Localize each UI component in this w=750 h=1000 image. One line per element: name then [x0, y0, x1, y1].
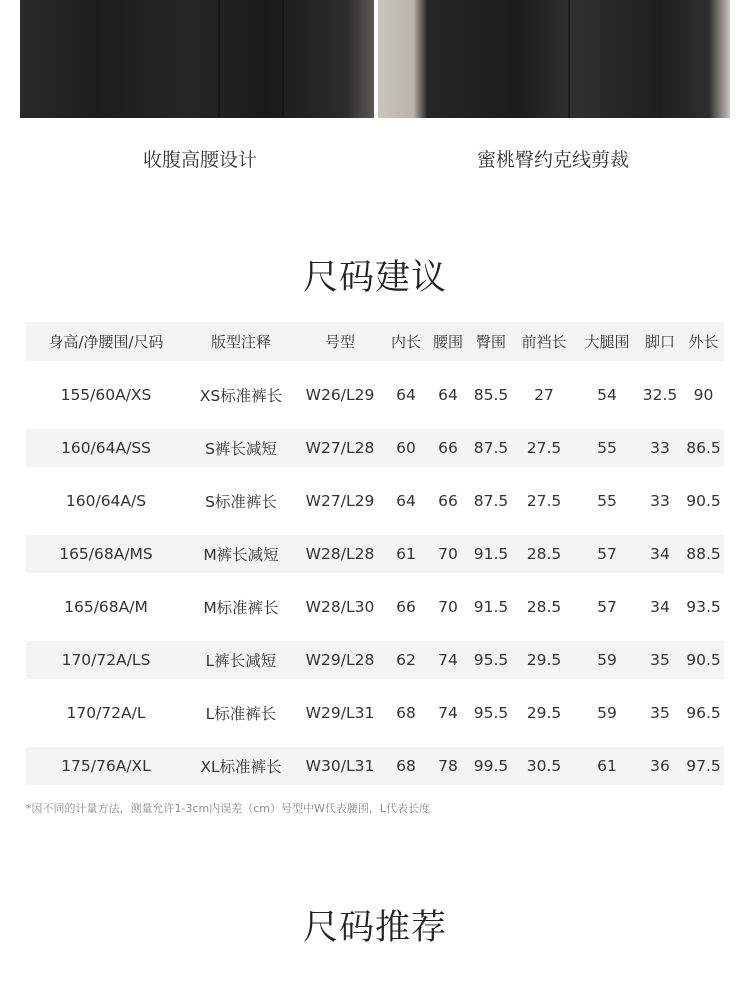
- table-cell: 27.5: [526, 439, 562, 457]
- table-cell: 29.5: [526, 704, 562, 722]
- table-cell: 85.5: [473, 386, 509, 404]
- size-table-body: [26, 376, 724, 800]
- header-cell: 臀围: [475, 333, 506, 351]
- table-cell: 74: [438, 704, 458, 722]
- header-cell: 号型: [324, 333, 355, 351]
- table-cell: 59: [597, 704, 617, 722]
- table-row: [26, 482, 724, 535]
- table-cell: 28.5: [526, 598, 562, 616]
- table-cell: 165/68A/MS: [59, 545, 153, 563]
- table-cell: 55: [597, 492, 617, 510]
- header-cell: 身高/净腰围/尺码: [48, 333, 164, 351]
- table-row: [26, 694, 724, 747]
- header-cell: 版型注释: [210, 333, 271, 351]
- table-cell: 160/64A/SS: [60, 439, 152, 457]
- table-cell: 97.5: [686, 757, 721, 775]
- table-cell: 29.5: [526, 651, 562, 669]
- table-cell: 61: [396, 545, 416, 563]
- table-cell: 78: [438, 757, 458, 775]
- size-recommend-title: 尺码推荐: [302, 908, 447, 948]
- table-cell: 54: [597, 386, 617, 404]
- table-cell: 95.5: [473, 651, 509, 669]
- header-cell: 内长: [390, 333, 421, 351]
- table-cell: 66: [396, 598, 416, 616]
- table-cell: 95.5: [473, 704, 509, 722]
- table-cell: 86.5: [686, 439, 721, 457]
- table-cell: 165/68A/M: [64, 598, 148, 616]
- table-cell: 27.5: [526, 492, 562, 510]
- table-cell: 74: [438, 651, 458, 669]
- table-cell: 34: [650, 545, 670, 563]
- table-cell: 64: [438, 386, 458, 404]
- table-row: [26, 429, 724, 482]
- header-cell: 大腿围: [584, 333, 630, 351]
- table-cell: 90.5: [686, 492, 721, 510]
- table-cell: XL标准裤长: [200, 758, 282, 776]
- table-cell: 66: [438, 439, 458, 457]
- table-cell: 175/76A/XL: [61, 757, 151, 775]
- table-cell: 66: [438, 492, 458, 510]
- table-cell: 96.5: [686, 704, 721, 722]
- table-row: [26, 535, 724, 588]
- table-cell: W30/L31: [305, 757, 375, 775]
- table-cell: W29/L28: [305, 651, 375, 669]
- measurement-note: *因不同的计量方法，测量允许1-3cm内误差（cm）号型中W代表腰围，L代表长度: [26, 802, 430, 815]
- table-cell: 70: [438, 598, 458, 616]
- table-cell: 99.5: [473, 757, 509, 775]
- caption-high-waist: 收腹高腰设计: [142, 149, 257, 171]
- table-cell: 35: [650, 704, 670, 722]
- table-cell: M标准裤长: [203, 599, 279, 617]
- table-cell: 27: [534, 386, 554, 404]
- table-cell: 30.5: [526, 757, 562, 775]
- table-cell: W26/L29: [305, 386, 375, 404]
- table-cell: W28/L28: [305, 545, 375, 563]
- table-cell: 28.5: [526, 545, 562, 563]
- table-cell: 155/60A/XS: [60, 386, 152, 404]
- caption-yoke-cut: 蜜桃臀约克线剪裁: [476, 149, 629, 171]
- table-cell: 91.5: [473, 598, 509, 616]
- table-cell: S标准裤长: [205, 493, 277, 511]
- table-cell: 61: [597, 757, 617, 775]
- photo-high-waist-detail: [20, 0, 374, 118]
- table-cell: 57: [597, 598, 617, 616]
- header-cell: 脚口: [644, 333, 675, 351]
- table-cell: W27/L29: [305, 492, 375, 510]
- table-cell: 34: [650, 598, 670, 616]
- table-cell: W27/L28: [305, 439, 375, 457]
- header-cell: 外长: [688, 333, 719, 351]
- header-cell: 腰围: [432, 333, 463, 351]
- table-row: [26, 588, 724, 641]
- table-cell: 62: [396, 651, 416, 669]
- table-cell: 55: [597, 439, 617, 457]
- table-cell: M裤长减短: [203, 546, 279, 564]
- table-cell: 170/72A/L: [66, 704, 146, 722]
- table-cell: 70: [438, 545, 458, 563]
- table-cell: XS标准裤长: [199, 387, 283, 405]
- table-cell: 60: [396, 439, 416, 457]
- table-cell: 90: [693, 386, 714, 404]
- table-cell: S裤长减短: [205, 440, 277, 458]
- table-cell: 68: [396, 704, 416, 722]
- table-cell: 87.5: [473, 439, 509, 457]
- table-cell: 68: [396, 757, 416, 775]
- table-cell: L裤长减短: [205, 652, 277, 670]
- table-cell: 33: [650, 492, 670, 510]
- table-cell: 64: [396, 492, 416, 510]
- table-cell: 35: [650, 651, 670, 669]
- table-cell: 57: [597, 545, 617, 563]
- table-row: [26, 747, 724, 800]
- table-cell: 33: [650, 439, 670, 457]
- table-cell: 36: [650, 757, 670, 775]
- table-cell: 91.5: [473, 545, 509, 563]
- table-cell: 87.5: [473, 492, 509, 510]
- table-cell: 93.5: [686, 598, 721, 616]
- table-cell: 88.5: [686, 545, 721, 563]
- table-cell: W28/L30: [305, 598, 375, 616]
- table-cell: 32.5: [642, 386, 678, 404]
- header-cell: 前裆长: [521, 333, 567, 351]
- size-table-header: [26, 322, 724, 361]
- photo-back-yoke-detail: [378, 0, 730, 118]
- table-cell: 160/64A/S: [65, 492, 147, 510]
- table-cell: W29/L31: [305, 704, 375, 722]
- product-photos: [20, 0, 730, 118]
- table-cell: L标准裤长: [205, 705, 277, 723]
- table-row: [26, 641, 724, 694]
- table-cell: 59: [597, 651, 617, 669]
- table-row: [26, 376, 724, 429]
- table-cell: 170/72A/LS: [61, 651, 151, 669]
- size-suggestion-title: 尺码建议: [302, 258, 447, 298]
- size-table: [26, 322, 724, 800]
- table-cell: 90.5: [686, 651, 721, 669]
- table-cell: 64: [396, 386, 416, 404]
